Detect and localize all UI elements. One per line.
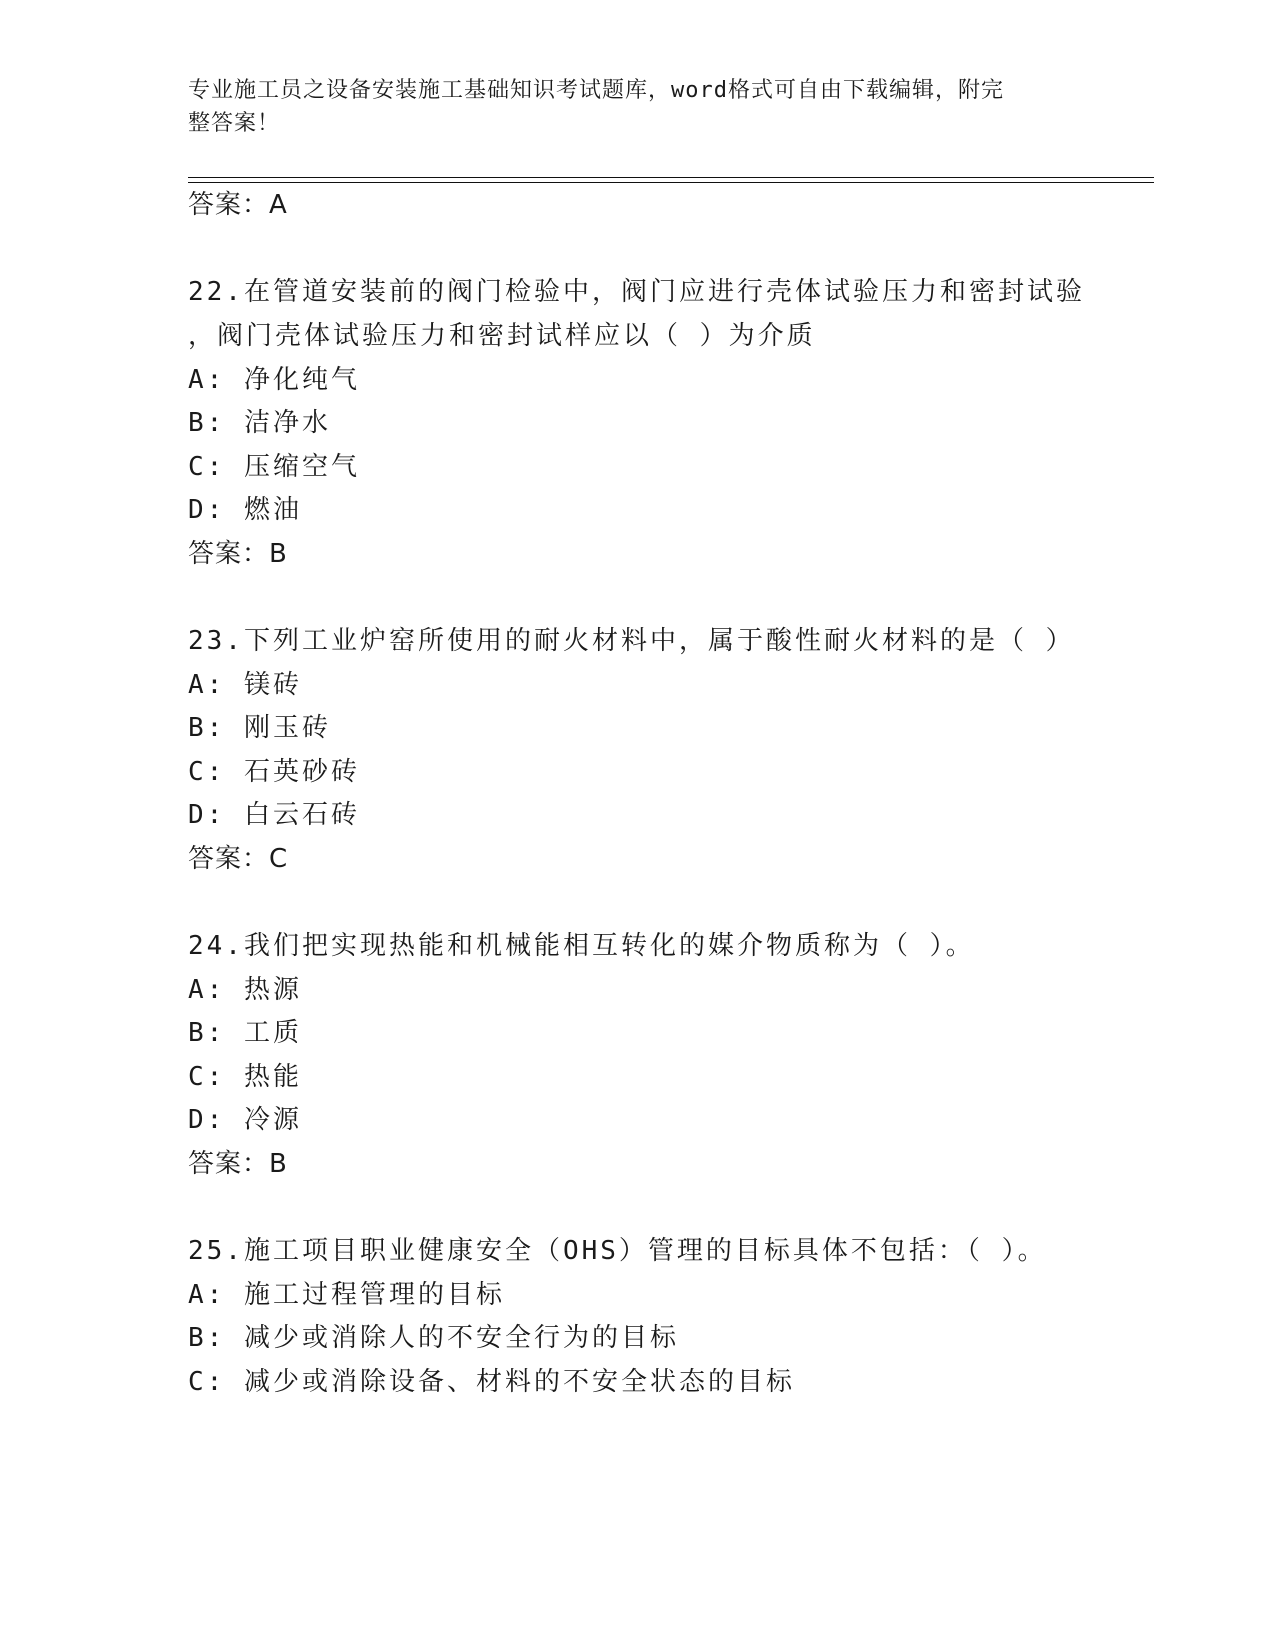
question-23-stem-line-1: 23.下列工业炉窑所使用的耐火材料中，属于酸性耐火材料的是（ ）: [188, 626, 1075, 656]
question-22-option-c: C: 压缩空气: [188, 452, 360, 482]
header-divider-top: [188, 177, 1154, 178]
question-24-option-c: C: 热能: [188, 1062, 302, 1092]
question-25-option-c: C: 减少或消除设备、材料的不安全状态的目标: [188, 1367, 795, 1397]
header-divider-bottom: [188, 182, 1154, 183]
header-line-2: 整答案！: [188, 111, 281, 136]
question-24-option-a: A: 热源: [188, 975, 302, 1005]
answer-23: 答案：C: [188, 844, 289, 874]
document-header: [188, 74, 1068, 140]
question-22-stem-line-1: 22.在管道安装前的阀门检验中，阀门应进行壳体试验压力和密封试验: [188, 277, 1085, 307]
question-22-option-b: B: 洁净水: [188, 408, 331, 438]
question-24-option-b: B: 工质: [188, 1018, 302, 1048]
question-23-option-b: B: 刚玉砖: [188, 713, 331, 743]
question-22-stem-line-2: ，阀门壳体试验压力和密封试样应以（ ）为介质: [188, 321, 816, 351]
question-25-stem-line-1: 25.施工项目职业健康安全（OHS）管理的目标具体不包括：（ ）。: [188, 1236, 1047, 1266]
question-24-stem-line-1: 24.我们把实现热能和机械能相互转化的媒介物质称为（ ）。: [188, 931, 975, 961]
question-23-option-c: C: 石英砂砖: [188, 757, 360, 787]
header-line-1: 专业施工员之设备安装施工基础知识考试题库，word格式可自由下载编辑，附完: [188, 78, 1004, 103]
answer-22: 答案：B: [188, 539, 288, 569]
question-25-option-a: A: 施工过程管理的目标: [188, 1280, 505, 1310]
question-25-option-b: B: 减少或消除人的不安全行为的目标: [188, 1323, 679, 1353]
answer-24: 答案：B: [188, 1149, 288, 1179]
question-23-option-a: A: 镁砖: [188, 670, 302, 700]
question-23-option-d: D: 白云石砖: [188, 800, 360, 830]
question-24-option-d: D: 冷源: [188, 1105, 302, 1135]
question-22-option-a: A: 净化纯气: [188, 365, 360, 395]
question-22-option-d: D: 燃油: [188, 495, 302, 525]
answer-21: 答案：A: [188, 190, 288, 220]
